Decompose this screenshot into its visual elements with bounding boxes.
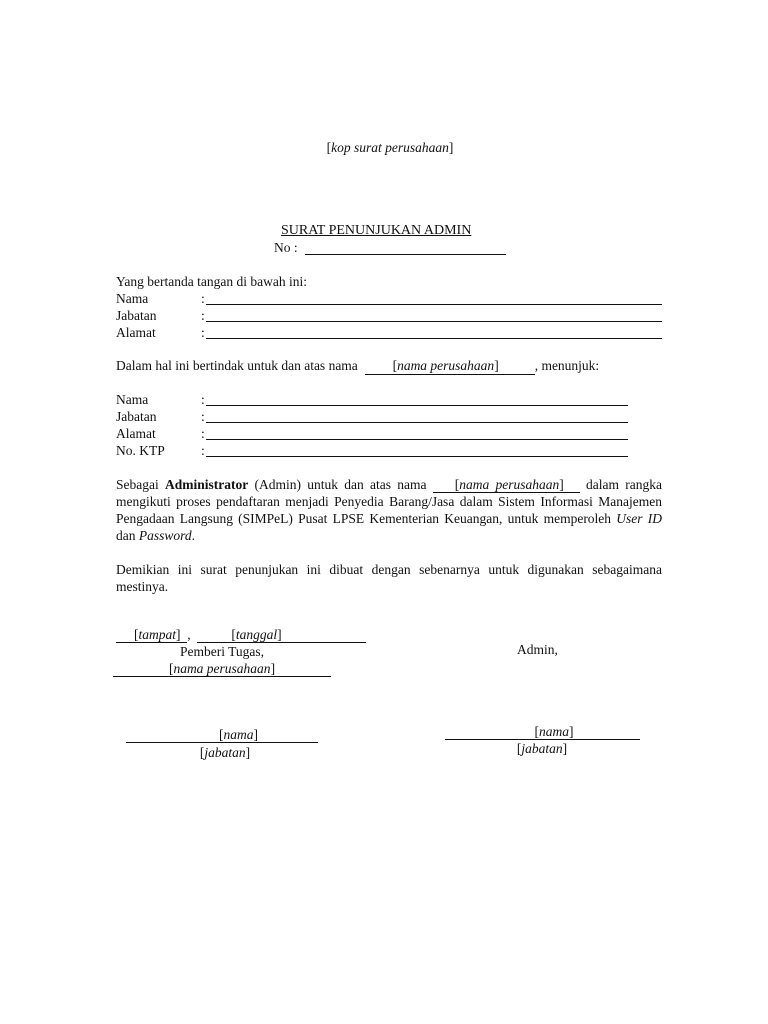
- left-signature-name: [nama]: [106, 727, 338, 743]
- field-colon: :: [201, 426, 205, 441]
- right-signature-name: [nama]: [426, 724, 658, 740]
- field-label: Alamat: [116, 426, 156, 441]
- field-label: Nama: [116, 291, 149, 306]
- giver-company: [nama perusahaan]: [106, 661, 338, 677]
- company-name-blank: [nama perusahaan]: [433, 477, 580, 493]
- closing-paragraph: Demikian ini surat penunjukan ini dibuat dengan sebenarnya untuk digunakan sebagaimana mestinya.: [116, 562, 662, 594]
- field-label: Nama: [116, 392, 149, 407]
- field-label: Alamat: [116, 325, 156, 340]
- field-label: Jabatan: [116, 409, 157, 424]
- place-date-line: [tampat] , [tanggal]: [116, 627, 366, 643]
- intro-text: Yang bertanda tangan di bawah ini:: [116, 274, 307, 289]
- letter-number-label: No :: [274, 240, 298, 255]
- company-name-blank: [nama perusahaan]: [365, 358, 535, 375]
- field-colon: :: [201, 325, 205, 340]
- field-colon: :: [201, 308, 205, 323]
- acting-statement: Dalam hal ini bertindak untuk dan atas nama [nama perusahaan] , menunjuk:: [116, 358, 600, 373]
- field-line: [206, 304, 662, 305]
- right-signature-position: [jabatan]: [516, 741, 568, 756]
- field-line: [206, 338, 662, 339]
- letter-title: SURAT PENUNJUKAN ADMIN: [281, 223, 472, 238]
- appointment-paragraph: Sebagai Administrator (Admin) untuk dan atas nama [nama perusahaan] dalam rangka mengikuti proses pendaftaran menjadi Penyedia Barang/Jasa dalam Sistem Informasi Manajemen Pengadaan Langsung (SIMPeL) Pusat LPSE Kementerian Keuangan, untuk memperoleh User ID dan Password.: [116, 477, 662, 543]
- left-signature-position: [jabatan]: [199, 745, 251, 760]
- field-line: [206, 321, 662, 322]
- field-line: [206, 422, 628, 423]
- field-line: [206, 456, 628, 457]
- field-colon: :: [201, 291, 205, 306]
- admin-label: Admin,: [517, 642, 558, 657]
- field-colon: :: [201, 443, 205, 458]
- field-label: No. KTP: [116, 443, 165, 458]
- letter-number-line: [305, 254, 506, 255]
- giver-label: Pemberi Tugas,: [179, 644, 264, 659]
- field-line: [206, 405, 628, 406]
- field-line: [206, 439, 628, 440]
- field-colon: :: [201, 409, 205, 424]
- field-label: Jabatan: [116, 308, 157, 323]
- field-colon: :: [201, 392, 205, 407]
- letterhead-placeholder: [kop surat perusahaan]: [326, 140, 454, 155]
